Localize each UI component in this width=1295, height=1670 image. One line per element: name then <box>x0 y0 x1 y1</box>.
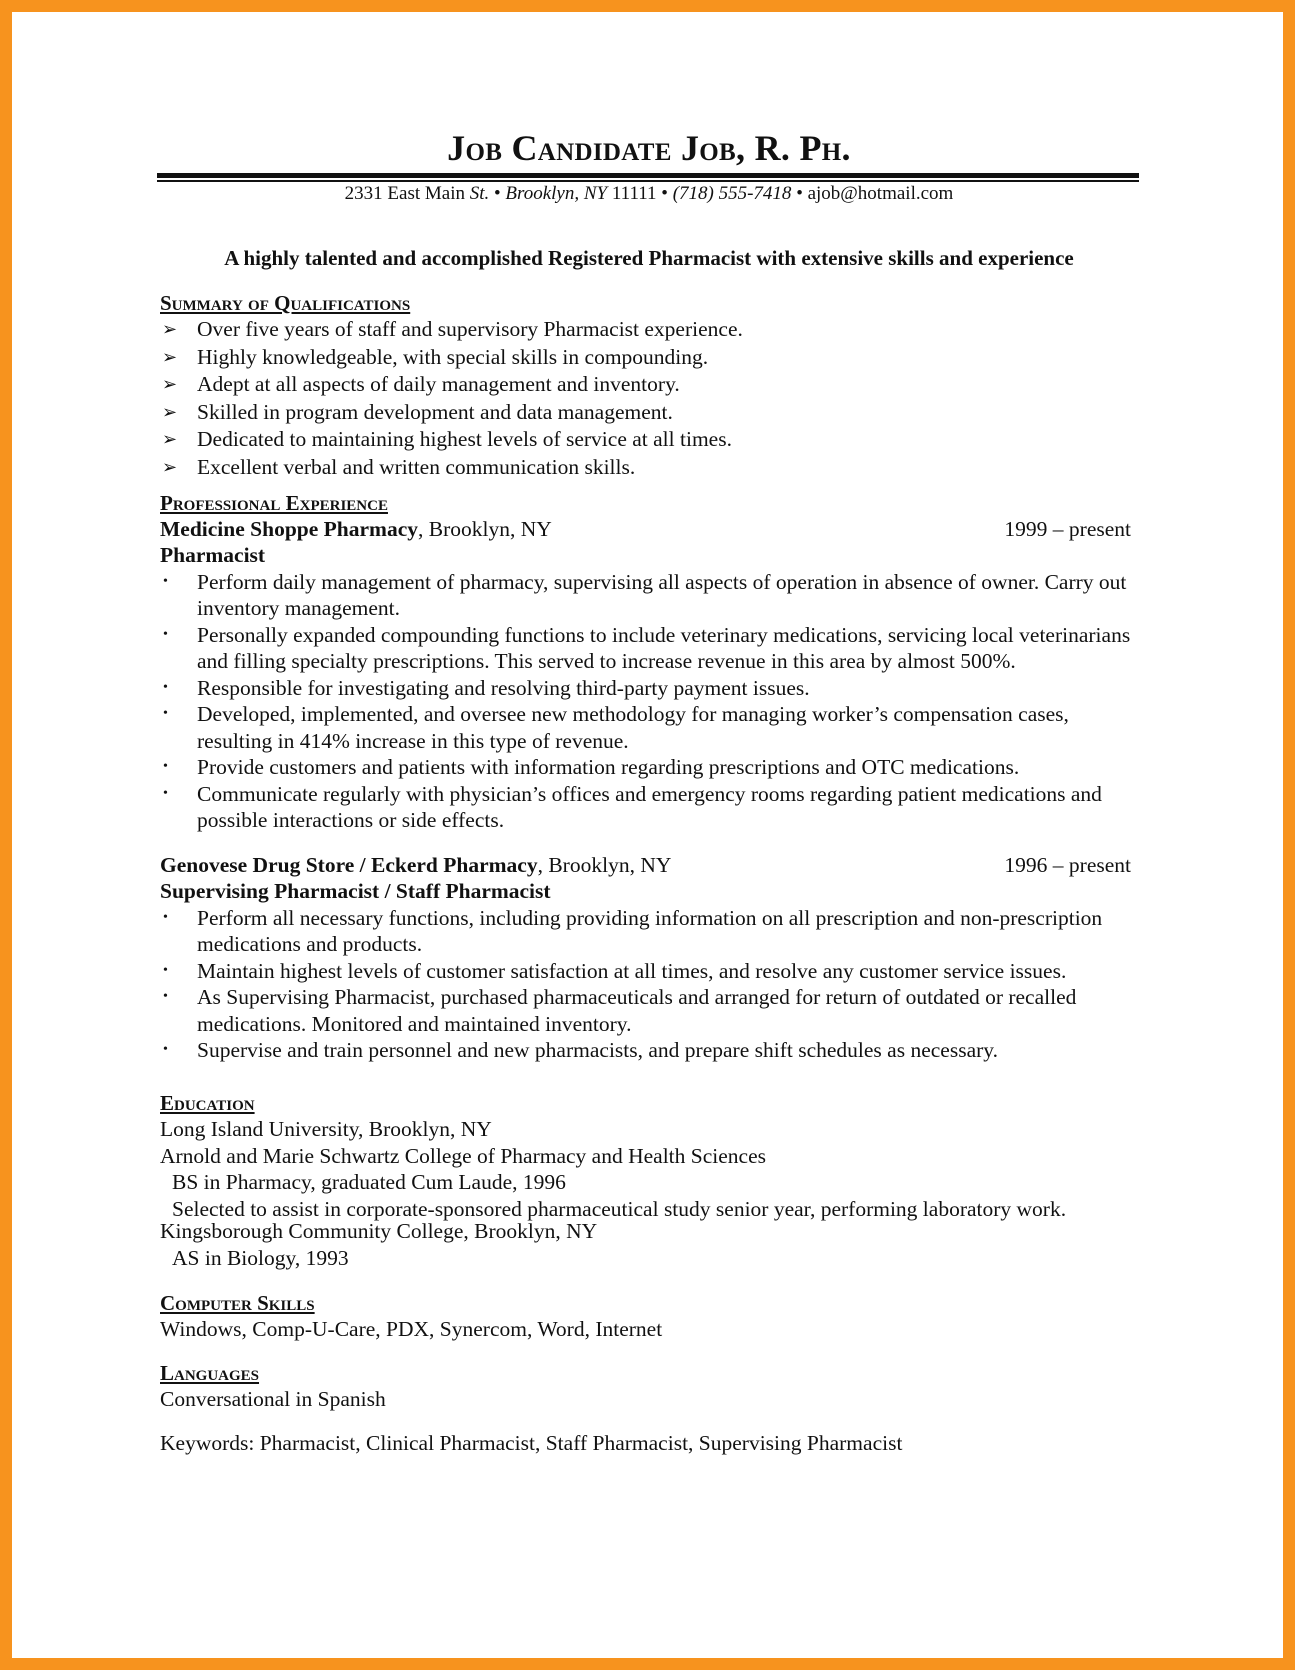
bullet-icon: • <box>163 759 168 774</box>
city: Brooklyn, NY <box>505 183 608 204</box>
list-item: • As Supervising Pharmacist, purchased pharmaceuticals and arranged for return of outdated or recalled medications. Monitored and maintained inventory. <box>163 985 1077 1036</box>
job-bullets <box>160 569 1138 834</box>
employer: Medicine Shoppe Pharmacy <box>160 517 418 541</box>
list-item: • Communicate regularly with physician’s offices and emergency rooms regarding patient medications and possible interactions or side effects. <box>163 781 1102 832</box>
computer-skills-text: Windows, Comp-U-Care, PDX, Synercom, Word, Internet <box>160 1317 663 1341</box>
list-item: • Perform daily management of pharmacy, supervising all aspects of operation in absence of owner. Carry out inventory management. <box>163 569 1127 620</box>
list-item: • Provide customers and patients with information regarding prescriptions and OTC medications. <box>163 755 1020 779</box>
summary-list <box>160 316 1138 481</box>
bullet-icon: • <box>163 626 168 642</box>
education-heading: Education <box>160 1091 255 1115</box>
zip: 11111 <box>611 183 657 204</box>
arrow-icon: ➢ <box>162 319 178 339</box>
education-entry-2 <box>160 1218 1138 1271</box>
bullet-icon: • <box>163 679 168 695</box>
experience-heading: Professional Experience <box>160 491 388 515</box>
job-header <box>160 516 1138 542</box>
job-location: , Brooklyn, NY <box>418 517 552 541</box>
bullet-icon: • <box>163 1042 168 1057</box>
arrow-icon: ➢ <box>162 374 178 394</box>
keywords-text: Keywords: Pharmacist, Clinical Pharmacist, Staff Pharmacist, Supervising Pharmacist <box>160 1431 903 1455</box>
list-item: ➢ Adept at all aspects of daily management and inventory. <box>160 371 1138 399</box>
bullet-icon: • <box>163 706 168 721</box>
tagline: A highly talented and accomplished Registered Pharmacist with extensive skills and experience <box>224 246 1074 270</box>
education-note: Selected to assist in corporate-sponsored pharmaceutical study senior year, performing laboratory work. <box>172 1196 1067 1221</box>
experience-section <box>160 490 1138 834</box>
job-dates: 1996 – present <box>1004 853 1131 877</box>
college: Arnold and Marie Schwartz College of Pharmacy and Health Sciences <box>160 1143 766 1168</box>
bullet-icon: • <box>163 785 168 801</box>
list-item: ➢ Excellent verbal and written communication skills. <box>160 454 1138 482</box>
job-title: Supervising Pharmacist / Staff Pharmacist <box>160 879 551 903</box>
school: Kingsborough Community College, Brooklyn, NY <box>160 1219 598 1243</box>
bullet-icon: • <box>163 989 168 1004</box>
street-suffix: St. <box>469 183 490 204</box>
bullet-icon: • <box>163 573 168 589</box>
list-item: • Responsible for investigating and resolving third-party payment issues. <box>163 675 810 700</box>
header-rule-thick <box>157 173 1139 178</box>
list-item: • Supervise and train personnel and new pharmacists, and prepare shift schedules as necessary. <box>163 1038 999 1062</box>
education-section <box>160 1090 1138 1222</box>
candidate-name: Job Candidate Job, R. Ph. <box>447 128 851 168</box>
job-dates: 1999 – present <box>1004 517 1131 541</box>
languages-heading: Languages <box>160 1361 260 1385</box>
phone-area: (718) <box>672 183 714 204</box>
summary-heading: Summary of Qualifications <box>160 291 411 315</box>
contact-line <box>160 182 1138 206</box>
separator: • <box>494 183 501 204</box>
languages-section <box>160 1360 1138 1413</box>
job-bullets <box>160 905 1138 1064</box>
email[interactable]: ajob@hotmail.com <box>807 183 954 204</box>
list-item: • Perform all necessary functions, including providing information on all prescription and non-prescription medications and products. <box>163 905 1103 956</box>
address: 2331 East Main <box>344 183 465 204</box>
job-title: Pharmacist <box>160 543 266 567</box>
bullet-icon: • <box>163 909 168 925</box>
employer: Genovese Drug Store / Eckerd Pharmacy <box>160 853 538 877</box>
keywords-section <box>160 1430 1138 1457</box>
arrow-icon: ➢ <box>162 346 178 367</box>
job-header <box>160 852 1138 878</box>
list-item: • Developed, implemented, and oversee new methodology for managing worker’s compensation cases, resulting in 414% increase in this type of revenue. <box>163 702 1069 753</box>
separator: • <box>796 183 803 204</box>
computer-skills-section <box>160 1290 1138 1343</box>
arrow-icon: ➢ <box>162 429 178 449</box>
list-item: • Maintain highest levels of customer satisfaction at all times, and resolve any customer service issues. <box>163 958 1067 983</box>
list-item: • Personally expanded compounding functions to include veterinary medications, servicing local veterinarians and filling specialty prescriptions. This served to increase revenue in this area by almost 500%. <box>163 622 1131 673</box>
languages-text: Conversational in Spanish <box>160 1387 386 1411</box>
degree: BS in Pharmacy, graduated Cum Laude, 1996 <box>172 1170 566 1194</box>
phone: 555-7418 <box>718 183 792 204</box>
list-item: ➢ Dedicated to maintaining highest levels of service at all times. <box>160 426 1138 454</box>
school: Long Island University, Brooklyn, NY <box>160 1117 492 1141</box>
list-item: ➢ Over five years of staff and supervisory Pharmacist experience. <box>160 316 1138 344</box>
summary-section <box>160 290 1138 481</box>
arrow-icon: ➢ <box>162 456 178 477</box>
arrow-icon: ➢ <box>162 401 178 422</box>
job-location: , Brooklyn, NY <box>537 853 672 877</box>
degree: AS in Biology, 1993 <box>172 1245 349 1270</box>
bullet-icon: • <box>163 962 168 978</box>
list-item: ➢ Highly knowledgeable, with special skills in compounding. <box>160 344 1138 372</box>
list-item: ➢ Skilled in program development and data management. <box>160 399 1138 427</box>
separator: • <box>661 183 668 204</box>
experience-job-2 <box>160 852 1138 1064</box>
computer-skills-heading: Computer Skills <box>160 1291 315 1315</box>
